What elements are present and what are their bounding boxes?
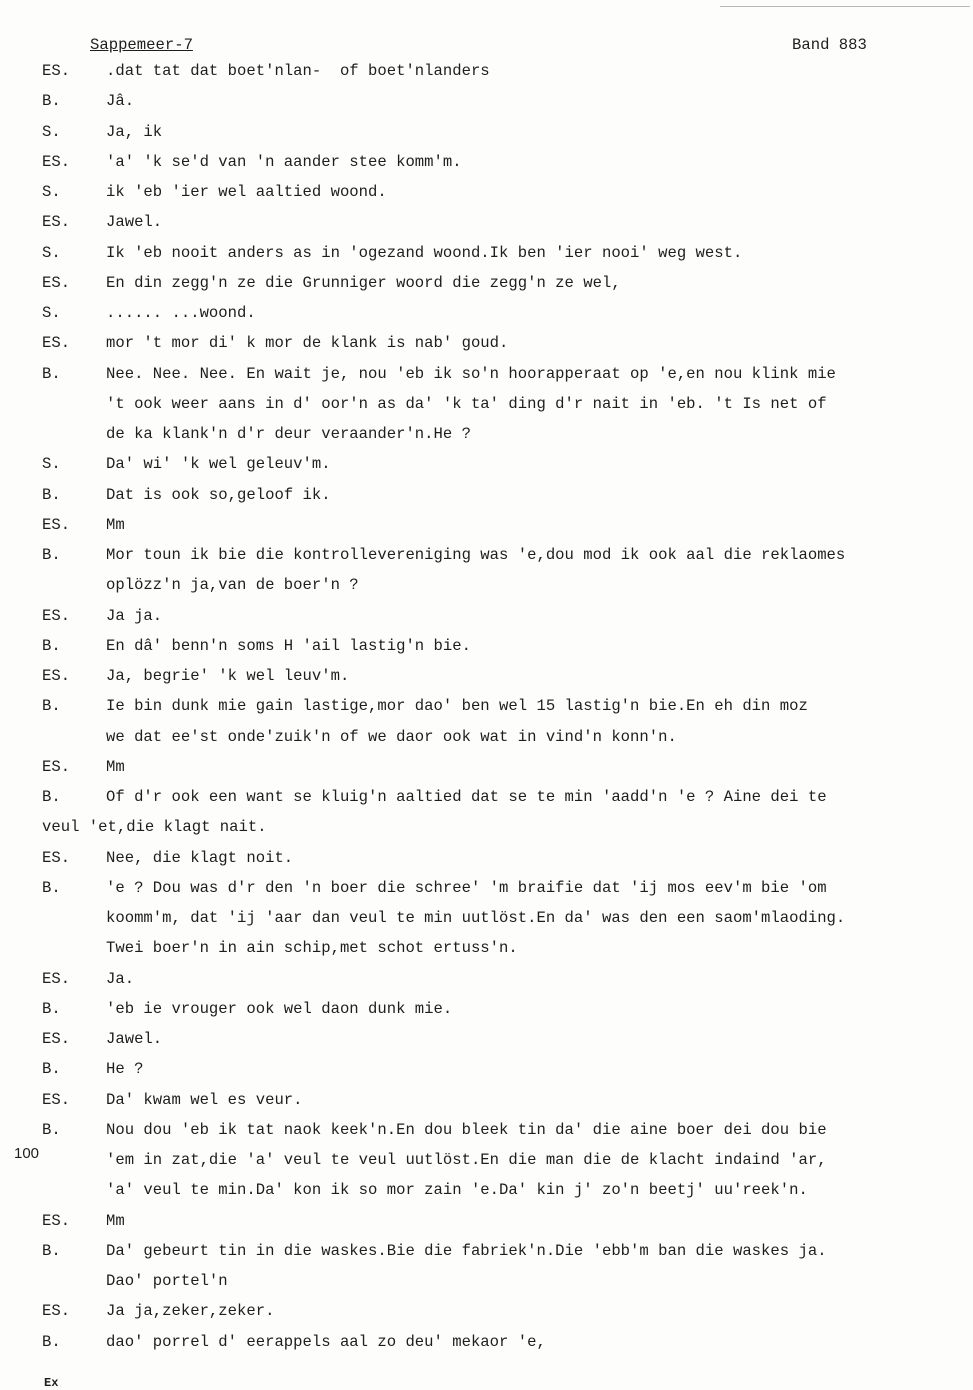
speaker-label: ES.	[42, 213, 71, 232]
speaker-label: S.	[42, 455, 61, 474]
speaker-label: ES.	[42, 1211, 71, 1230]
line-text: Dao' portel'n	[106, 1272, 228, 1290]
speaker-label: B.	[42, 1120, 61, 1139]
transcript-line	[0, 1091, 973, 1121]
top-rule	[720, 6, 970, 7]
line-text: de ka klank'n d'r deur veraander'n.He ?	[106, 425, 471, 443]
margin-counter: 100	[14, 1145, 40, 1162]
speaker-label: ES.	[42, 273, 71, 292]
transcript-line	[0, 1030, 973, 1060]
line-text: Ja, ik	[106, 122, 163, 141]
transcript-line	[0, 274, 973, 304]
transcript-line	[0, 970, 973, 1000]
line-text: Jawel.	[106, 213, 163, 232]
speaker-label: ES.	[42, 515, 71, 534]
line-text: 'a' 'k se'd van 'n aander stee komm'm.	[106, 152, 462, 171]
transcript-line	[0, 1272, 973, 1302]
speaker-label: ES.	[42, 848, 71, 867]
line-text: 'em in zat,die 'a' veul te veul uutlöst.En die man die de klacht indaind 'ar,	[106, 1151, 827, 1169]
speaker-label: S.	[42, 304, 61, 322]
line-text: .dat tat dat boet'nlan- of boet'nlanders	[106, 62, 490, 80]
speaker-label: S.	[42, 122, 61, 141]
speaker-label: B.	[42, 92, 61, 111]
line-text: we dat ee'st onde'zuik'n of we daor ook wat in vind'n konn'n.	[106, 727, 677, 746]
transcript-line	[0, 546, 973, 576]
speaker-label: ES.	[42, 62, 71, 80]
speaker-label: B.	[42, 364, 61, 383]
transcript-line	[0, 1302, 973, 1332]
line-text: Ja ja,zeker,zeker.	[106, 1302, 275, 1321]
transcript-line	[0, 1000, 973, 1030]
transcript-line	[0, 667, 973, 697]
speaker-label: ES.	[42, 1030, 71, 1048]
transcript-line	[0, 516, 973, 546]
speaker-label: S.	[42, 243, 61, 262]
transcript-line	[0, 1151, 973, 1181]
speaker-label: B.	[42, 788, 61, 806]
line-text: Ie bin dunk mie gain lastige,mor dao' ben wel 15 lastig'n bie.En eh din moz	[106, 697, 808, 716]
line-text: En din zegg'n ze die Grunniger woord die zegg'n ze wel,	[106, 273, 621, 292]
speaker-label: B.	[42, 636, 61, 655]
line-text: Mm	[106, 757, 125, 776]
transcript-line	[0, 62, 973, 92]
transcript-line	[0, 909, 973, 939]
line-text: 'a' veul te min.Da' kon ik so mor zain 'e.Da' kin j' zo'n beetj' uu'reek'n.	[106, 1181, 808, 1200]
transcript-line	[0, 849, 973, 879]
document-reference: Sappemeer-7	[90, 36, 193, 54]
line-text: Da' kwam wel es veur.	[106, 1090, 303, 1109]
transcript-line	[0, 395, 973, 425]
transcript-line	[0, 92, 973, 122]
line-text: Ja, begrie' 'k wel leuv'm.	[106, 667, 350, 685]
transcript-line	[0, 1181, 973, 1211]
speaker-label: B.	[42, 485, 61, 504]
transcript-line	[0, 1242, 973, 1272]
transcript-line	[0, 637, 973, 667]
line-text: Da' wi' 'k wel geleuv'm.	[106, 455, 331, 474]
transcript-line	[0, 425, 973, 455]
line-text: Ik 'eb nooit anders as in 'ogezand woond.Ik ben 'ier nooi' weg west.	[106, 243, 743, 262]
speaker-label: ES.	[42, 1302, 71, 1321]
line-text: Nee, die klagt noit.	[106, 848, 294, 867]
line-text: ik 'eb 'ier wel aaltied woond.	[106, 183, 387, 201]
speaker-label: ES.	[42, 1090, 71, 1109]
line-text: 'eb ie vrouger ook wel daon dunk mie.	[106, 999, 453, 1018]
line-text: Twei boer'n in ain schip,met schot ertuss'n.	[106, 939, 518, 958]
transcript-line	[0, 1121, 973, 1151]
line-text: Jâ.	[106, 92, 135, 111]
line-text: veul 'et,die klagt nait.	[42, 818, 267, 837]
speaker-label: ES.	[42, 152, 71, 171]
speaker-label: ES.	[42, 606, 71, 625]
transcript-line	[0, 1212, 973, 1242]
speaker-label: S.	[42, 183, 61, 201]
line-text: mor 't mor di' k mor de klank is nab' goud.	[106, 334, 509, 353]
strikeout-mark: Ex	[44, 1376, 59, 1390]
speaker-label: B.	[42, 697, 61, 716]
transcript-line	[0, 304, 973, 334]
transcript-line	[0, 697, 973, 727]
line-text: Dat is ook so,geloof ik.	[106, 485, 331, 504]
transcript-line	[0, 244, 973, 274]
speaker-label: B.	[42, 878, 61, 897]
line-text: Jawel.	[106, 1030, 163, 1048]
speaker-label: B.	[42, 546, 61, 564]
speaker-label: ES.	[42, 334, 71, 353]
speaker-label: B.	[42, 1060, 61, 1079]
transcript-line	[0, 123, 973, 153]
transcript-line	[0, 213, 973, 243]
transcript-line	[0, 183, 973, 213]
line-text: oplözz'n ja,van de boer'n ?	[106, 576, 359, 595]
line-text: Ja.	[106, 969, 135, 988]
line-text: Mor toun ik bie die kontrollevereniging was 'e,dou mod ik ook aal die reklaomes	[106, 546, 846, 564]
line-text: Mm	[106, 515, 125, 534]
line-text: Nee. Nee. Nee. En wait je, nou 'eb ik so'n hoorapperaat op 'e,en nou klink mie	[106, 364, 836, 383]
transcript-line	[0, 879, 973, 909]
transcript-line	[0, 455, 973, 485]
transcript-line	[0, 758, 973, 788]
line-text: Ja ja.	[106, 606, 163, 625]
speaker-label: B.	[42, 999, 61, 1018]
line-text: Mm	[106, 1211, 125, 1230]
speaker-label: ES.	[42, 667, 71, 685]
transcript-line	[0, 939, 973, 969]
transcript-line	[0, 334, 973, 364]
speaker-label: B.	[42, 1241, 61, 1260]
transcript-line	[0, 818, 973, 848]
line-text: Da' gebeurt tin in die waskes.Bie die fabriek'n.Die 'ebb'm ban die waskes ja.	[106, 1241, 827, 1260]
transcript-line	[0, 576, 973, 606]
transcript-line	[0, 153, 973, 183]
line-text: 'e ? Dou was d'r den 'n boer die schree' 'm braifie dat 'ij mos eev'm bie 'om	[106, 878, 827, 897]
transcript-line	[0, 607, 973, 637]
speaker-label: ES.	[42, 757, 71, 776]
transcript-line	[0, 486, 973, 516]
line-text: koomm'm, dat 'ij 'aar dan veul te min uutlöst.En da' was den een saom'mlaoding.	[106, 909, 846, 927]
line-text: 't ook weer aans in d' oor'n as da' 'k ta' ding d'r nait in 'eb. 't Is net of	[106, 394, 827, 413]
speaker-label: ES.	[42, 969, 71, 988]
line-text: Of d'r ook een want se kluig'n aaltied dat se te min 'aadd'n 'e ? Aine dei te	[106, 788, 827, 806]
transcript-line	[0, 788, 973, 818]
line-text: En dâ' benn'n soms H 'ail lastig'n bie.	[106, 636, 471, 655]
speaker-label: B.	[42, 1332, 61, 1351]
line-text: ...... ...woond.	[106, 304, 256, 322]
line-text: Nou dou 'eb ik tat naok keek'n.En dou bleek tin da' die aine boer dei dou bie	[106, 1120, 827, 1139]
transcript-line	[0, 365, 973, 395]
tape-number: Band 883	[792, 36, 867, 54]
transcript-line	[0, 1333, 973, 1363]
line-text: dao' porrel d' eerappels aal zo deu' mekaor 'e,	[106, 1332, 546, 1351]
line-text: He ?	[106, 1060, 144, 1079]
transcript-line	[0, 728, 973, 758]
transcript-line	[0, 1060, 973, 1090]
